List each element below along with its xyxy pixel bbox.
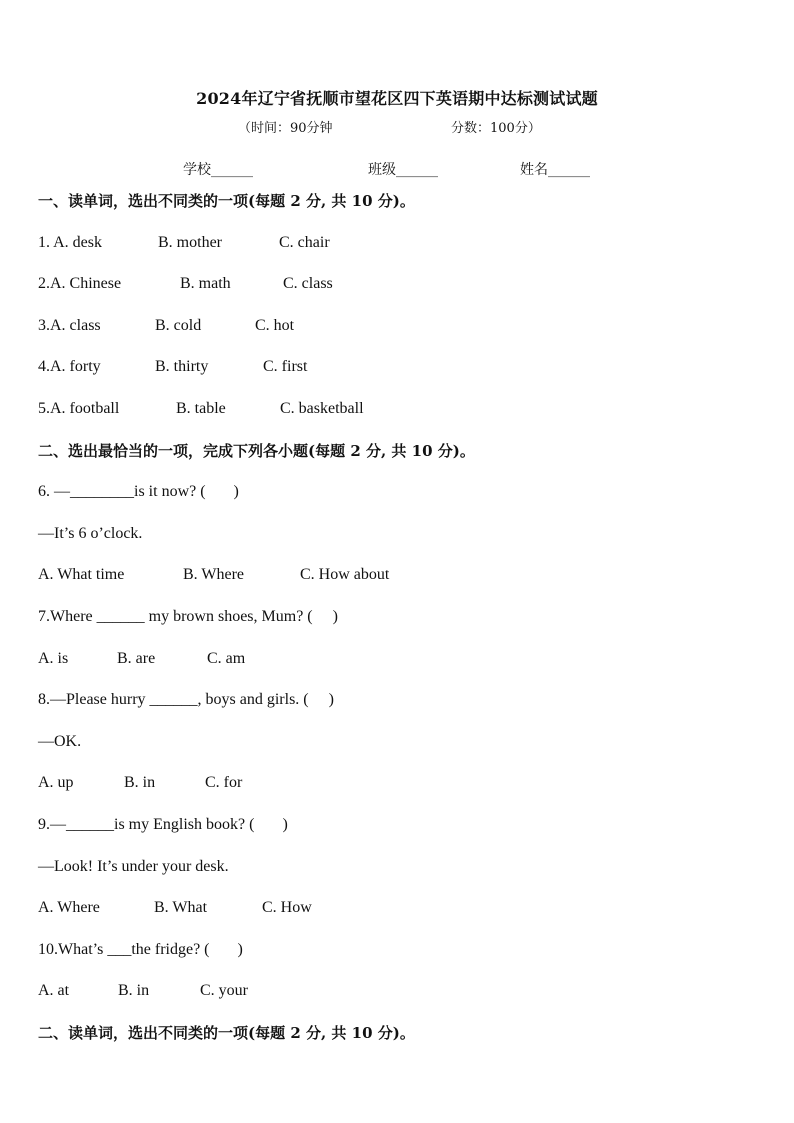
question-6-reply: —It’s 6 o’clock. <box>38 525 143 542</box>
question-9-reply: —Look! It’s under your desk. <box>38 858 229 875</box>
name-field: 姓名______ <box>520 162 590 178</box>
question-10-stem: 10.What’s ___the fridge? ( ) <box>38 941 243 958</box>
question-1-option-b: B. mother <box>158 234 222 251</box>
section-heading: 二、读单词，选出不同类的一项(每题 2 分, 共 10 分)。 <box>38 1024 415 1042</box>
question-8-option-a: A. up <box>38 774 74 791</box>
question-6-option-a: A. What time <box>38 566 125 583</box>
question-7-option-c: C. am <box>207 650 246 667</box>
school-field: 学校______ <box>183 162 253 178</box>
section-heading: 一、读单词，选出不同类的一项(每题 2 分, 共 10 分)。 <box>38 192 415 210</box>
question-5-option-c: C. basketball <box>280 400 364 417</box>
question-4-option-c: C. first <box>263 358 308 375</box>
question-6-option-b: B. Where <box>183 566 245 583</box>
question-7-stem: 7.Where ______ my brown shoes, Mum? ( ) <box>38 608 338 625</box>
question-8-option-c: C. for <box>205 774 243 791</box>
question-7-option-b: B. are <box>117 650 156 667</box>
question-2-option-a: 2.A. Chinese <box>38 275 122 292</box>
exam-time: （时间：90分钟 <box>238 121 333 136</box>
question-2-option-b: B. math <box>180 275 231 292</box>
question-9-stem: 9.—______is my English book? ( ) <box>38 816 288 833</box>
question-10-option-b: B. in <box>118 982 150 999</box>
page-title: 2024年辽宁省抚顺市望花区四下英语期中达标测试试题 <box>196 89 598 108</box>
exam-score: 分数：100分） <box>451 121 541 136</box>
question-9-option-b: B. What <box>154 899 208 916</box>
section-heading: 二、选出最恰当的一项，完成下列各小题(每题 2 分, 共 10 分)。 <box>38 442 475 460</box>
question-3-option-a: 3.A. class <box>38 317 101 334</box>
question-8-stem: 8.—Please hurry ______, boys and girls. ( ) <box>38 691 334 708</box>
question-1-option-a: 1. A. desk <box>38 234 102 251</box>
question-4-option-b: B. thirty <box>155 358 209 375</box>
question-3-option-c: C. hot <box>255 317 295 334</box>
question-6-option-c: C. How about <box>300 566 390 583</box>
question-5-option-b: B. table <box>176 400 226 417</box>
question-9-option-c: C. How <box>262 899 312 916</box>
question-10-option-a: A. at <box>38 982 70 999</box>
question-6-stem: 6. —________is it now? ( ) <box>38 483 239 500</box>
question-8-option-b: B. in <box>124 774 156 791</box>
question-7-option-a: A. is <box>38 650 69 667</box>
question-4-option-a: 4.A. forty <box>38 358 101 375</box>
question-3-option-b: B. cold <box>155 317 202 334</box>
question-1-option-c: C. chair <box>279 234 330 251</box>
question-9-option-a: A. Where <box>38 899 100 916</box>
question-2-option-c: C. class <box>283 275 333 292</box>
question-8-reply: —OK. <box>38 733 82 750</box>
question-5-option-a: 5.A. football <box>38 400 120 417</box>
question-10-option-c: C. your <box>200 982 248 999</box>
class-field: 班级______ <box>368 162 438 178</box>
